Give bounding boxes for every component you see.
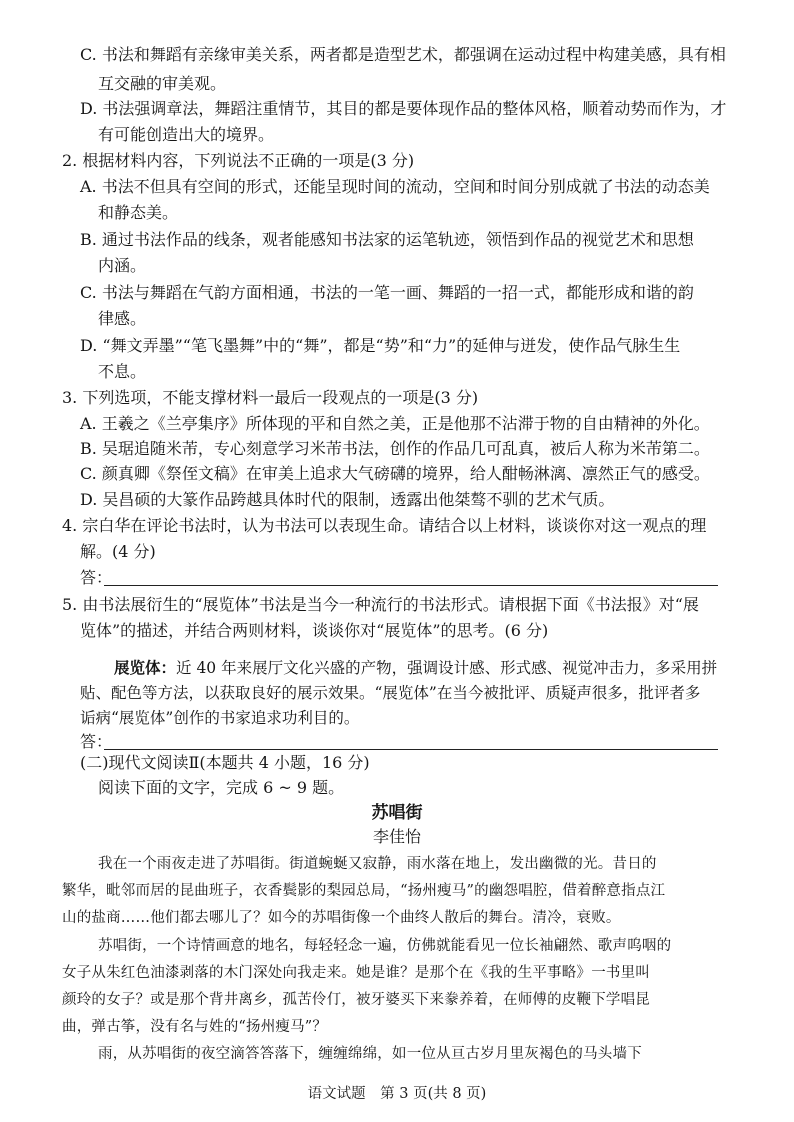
q4-answer-label: 答： xyxy=(80,568,113,587)
q3-stem: 3. 下列选项，不能支撑材料一最后一段观点的一项是(3 分) xyxy=(62,388,479,407)
q3-option-b: B. 吴琚追随米芾，专心刻意学习米芾书法，创作的作品几可乱真，被后人称为米芾第二。 xyxy=(80,439,710,458)
q2-option-d-line1: D. “舞文弄墨”“笔飞墨舞”中的“舞”，都是“势”和“力”的延伸与迸发，使作品气脉生生 xyxy=(80,336,681,355)
q5-answer-line[interactable] xyxy=(104,749,718,750)
q1-option-c-line1: C. 书法和舞蹈有亲缘审美关系，两者都是造型艺术，都强调在运动过程中构建美感，具有相 xyxy=(80,45,726,64)
passage-p2-line1: 苏唱街，一个诗情画意的地名，每轻轻念一遍，仿佛就能看见一位长袖翩然、歌声呜咽的 xyxy=(98,938,672,954)
q5-quote-line1 xyxy=(114,657,717,679)
passage-p1-line1: 我在一个雨夜走进了苏唱街。街道蜿蜒又寂静，雨水落在地上，发出幽微的光。昔日的 xyxy=(98,856,657,872)
q5-quote-label: 展览体： xyxy=(114,658,177,677)
q1-option-c-line2: 互交融的审美观。 xyxy=(98,74,227,93)
page-footer: 语文试题 第 3 页(共 8 页) xyxy=(307,1086,487,1102)
passage-title: 苏唱街 xyxy=(371,803,423,823)
q3-option-c: C. 颜真卿《祭侄文稿》在审美上追求大气磅礴的境界，给人酣畅淋漓、凛然正气的感受。 xyxy=(80,464,710,483)
q2-option-b-line2: 内涵。 xyxy=(98,256,147,275)
q3-option-d: D. 吴昌硕的大篆作品跨越具体时代的限制，透露出他桀骜不驯的艺术气质。 xyxy=(80,490,615,509)
q2-stem: 2. 根据材料内容，下列说法不正确的一项是(3 分) xyxy=(62,151,415,170)
q5-answer-label: 答： xyxy=(80,732,113,751)
q5-quote-line3: 诟病“展览体”创作的书家追求功利目的。 xyxy=(80,709,360,727)
passage-p1-line2: 繁华，毗邻而居的昆曲班子，衣香鬓影的梨园总局，“扬州瘦马”的幽怨唱腔，借着醉意指点江 xyxy=(62,883,666,899)
q1-option-d-line2: 有可能创造出大的境界。 xyxy=(98,125,275,144)
q2-option-a-line1: A. 书法不但具有空间的形式，还能呈现时间的流动，空间和时间分别成就了书法的动态美 xyxy=(80,177,710,196)
section2-instruction: 阅读下面的文字，完成 6 ~ 9 题。 xyxy=(98,778,345,797)
q2-option-c-line1: C. 书法与舞蹈在气韵方面相通，书法的一笔一画、舞蹈的一招一式，都能形成和谐的韵 xyxy=(80,283,694,302)
passage-author: 李佳怡 xyxy=(372,827,421,846)
q2-option-b-line1: B. 通过书法作品的线条，观者能感知书法家的运笔轨迹，领悟到作品的视觉艺术和思想 xyxy=(80,230,694,249)
q2-option-c-line2: 律感。 xyxy=(98,309,147,328)
q5-quote-line2: 贴、配色等方法，以获取良好的展示效果。“展览体”在当今被批评、质疑声很多，批评者多 xyxy=(80,684,701,702)
q2-option-d-line2: 不息。 xyxy=(98,362,147,381)
q4-stem-line1: 4. 宗白华在评论书法时，认为书法可以表现生命。请结合以上材料，谈谈你对这一观点的理 xyxy=(62,516,707,535)
q1-option-d-line1: D. 书法强调章法，舞蹈注重情节，其目的都是要体现作品的整体风格，顺着动势而作为，才 xyxy=(80,99,727,118)
q2-option-a-line2: 和静态美。 xyxy=(98,203,179,222)
q5-quote-text: 近 40 年来展厅文化兴盛的产物，强调设计感、形式感、视觉冲击力，多采用拼 xyxy=(176,659,718,677)
q3-option-a: A. 王羲之《兰亭集序》所体现的平和自然之美，正是他那不沾滞于物的自由精神的外化。 xyxy=(80,414,710,433)
section2-heading: (二)现代文阅读Ⅱ(本题共 4 小题，16 分) xyxy=(80,753,370,772)
q4-answer-line[interactable] xyxy=(104,585,718,586)
passage-p3-line1: 雨，从苏唱街的夜空滴答答落下，缠缠绵绵，如一位从亘古岁月里灰褐色的马头墙下 xyxy=(98,1046,642,1062)
passage-p2-line4: 曲，弹古筝，没有名与姓的“扬州瘦马”？ xyxy=(62,1019,328,1035)
q4-stem-line2: 解。(4 分) xyxy=(80,542,156,561)
passage-p2-line3: 颜玲的女子？或是那个背井离乡，孤苦伶仃，被牙婆买下来豢养着，在师傅的皮鞭下学唱昆 xyxy=(62,992,650,1008)
passage-p1-line3: 山的盐商……他们都去哪儿了？如今的苏唱街像一个曲终人散后的舞台。清冷，衰败。 xyxy=(62,910,621,926)
q5-stem-line2: 览体”的描述，并结合两则材料，谈谈你对“展览体”的思考。(6 分) xyxy=(80,621,549,640)
q5-stem-line1: 5. 由书法展衍生的“展览体”书法是当今一种流行的书法形式。请根据下面《书法报》对“展 xyxy=(62,595,699,614)
passage-p2-line2: 女子从朱红色油漆剥落的木门深处向我走来。她是谁？是那个在《我的生平事略》一书里叫 xyxy=(62,965,650,981)
